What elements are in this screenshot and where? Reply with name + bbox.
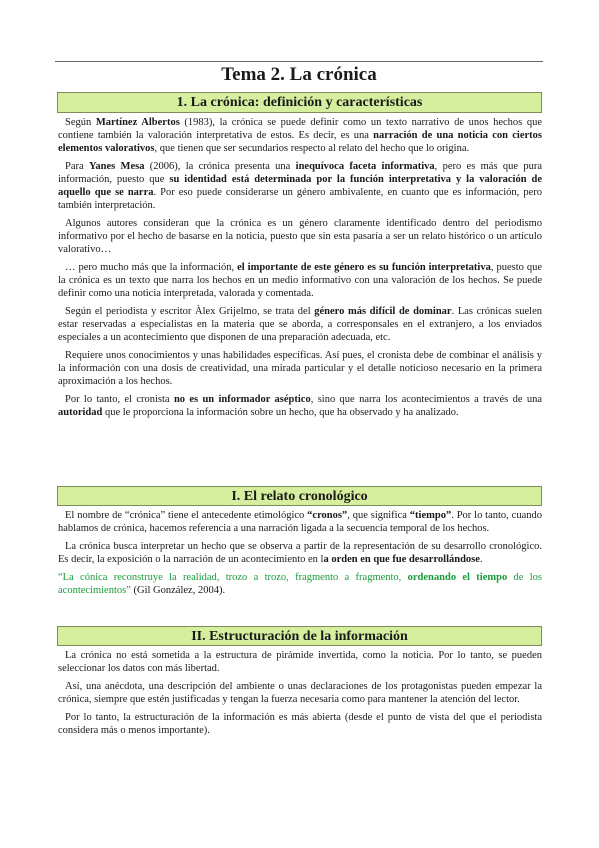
text-run: Según el periodista y escritor Àlex Grijelmo, se trata del [65,306,315,317]
bold-run: a orden en que fue desarrollándose [323,554,480,565]
page-title: Tema 2. La crónica [221,64,377,85]
text-run: Por lo tanto, el cronista [65,394,174,405]
paragraph [58,711,542,737]
section-heading-definicion: 1. La crónica: definición y características [57,92,542,113]
text-run: , puesto que la crónica es un texto que narra los hechos en un medio informativo con una valoración de los hechos. Se puede definir como una noticia interpretada, valorada y comentada. [58,262,542,299]
text-run: La crónica no está sometida a la estructura de pirámide invertida, como la noticia. Por lo tanto, se pueden seleccionar los datos con más libertad. [58,650,542,674]
section-heading-estructuracion: II. Estructuración de la información [57,626,542,646]
bold-run: “cronos” [307,510,348,521]
text-run: . Las crónicas suelen estar reservadas a especialistas en la materia que se aborda, a corresponsales en el extranjero, a los enviados especiales a un acontecimiento que disponen de una preparación adecuada, etc. [58,306,542,343]
section-estructuracion [58,649,542,742]
bold-run: Yanes Mesa [88,161,145,172]
text-run: de los acontecimientos” [58,572,543,596]
text-run: (1983), la crónica se puede definir como un texto narrativo de unos hechos que contiene también la valoración interpretativa de estos. Es decir, es una [58,117,542,141]
text-run: , que significa [347,510,410,521]
title-rule [55,61,543,62]
text-run: “La cónica reconstruye la realidad, trozo a trozo, fragmento a fragmento, [58,572,408,583]
text-run: Según [65,117,96,128]
paragraph [58,393,542,419]
text-run: , pero es más que pura información, puesto que [58,161,542,185]
bold-run: ordenando el tiempo [407,572,508,583]
bold-run: no es un informador aséptico [173,394,311,405]
section-definicion [58,116,542,424]
quote-source: (Gil González, 2004). [130,585,226,596]
quote [58,571,542,597]
text-run: (2006), la crónica presenta una [144,161,296,172]
text-run: Para [65,161,89,172]
section-relato [58,509,542,602]
text-run: Requiere unos conocimientos y unas habilidades específicas. Así pues, el cronista debe de combinar el análisis y la información con una dosis de creatividad, una mirada particular y el detalle noticioso necesario en la primera aproximación a los hechos. [58,350,542,387]
paragraph [58,349,542,388]
text-run: , sino que narra los acontecimientos a través de una [310,394,542,405]
text-run: . Por eso puede considerarse un género ambivalente, en cuanto que es información, pero también interpretación. [58,187,542,211]
bold-run: narración de una noticia con ciertos elementos valorativos [58,130,542,154]
paragraph [58,160,542,212]
paragraph [58,305,542,344]
text-run: , que tienen que ser secundarios respecto al relato del hecho que lo origina. [154,143,470,154]
paragraph [58,116,542,155]
bold-run: “tiempo” [409,510,452,521]
text-run: . [479,554,483,565]
text-run: que le proporciona la información sobre un hecho, que ha observado y ha analizado. [102,407,459,418]
bold-run: Martínez Albertos [95,117,180,128]
paragraph [58,217,542,256]
paragraph [58,540,542,566]
paragraph [58,509,542,535]
bold-run: su identidad está determinada por la función interpretativa y la valoración de aquello que se narra [58,174,543,198]
text-run: La crónica busca interpretar un hecho que se observa a partir de la representación de su desarrollo cronológico. Es decir, la exposición o la narración de un acontecimiento en l [58,541,542,565]
text-run: Algunos autores consideran que la crónica es un género claramente identificado dentro del periodismo informativo por el hecho de basarse en la noticia, puesto que sin esta pasaría a ser un relato histórico o un artículo valorativo… [58,218,542,255]
text-run: . Por lo tanto, cuando hablamos de crónica, hacemos referencia a una narración ligada a la secuencia temporal de los hechos. [58,510,542,534]
text-run: El nombre de “crónica” tiene el antecedente etimológico [65,510,308,521]
text-run: Así, una anécdota, una descripción del ambiente o unas declaraciones de los protagonistas pueden empezar la crónica, siempre que estén justificadas y tengan la fuerza necesaria como para mantener la atención del lector. [58,681,542,705]
bold-run: inequívoca faceta informativa [295,161,435,172]
bold-run: género más difícil de dominar [314,306,452,317]
paragraph [58,680,542,706]
text-run: Por lo tanto, la estructuración de la información es más abierta (desde el punto de vista del que el periodista considera más o menos importante). [58,712,542,736]
section-heading-relato: I. El relato cronológico [57,486,542,506]
text-run: … pero mucho más que la información, [65,262,238,273]
bold-run: el importante de este género es su función interpretativa [237,262,491,273]
paragraph [58,649,542,675]
paragraph [58,261,542,300]
bold-run: autoridad [58,407,103,418]
